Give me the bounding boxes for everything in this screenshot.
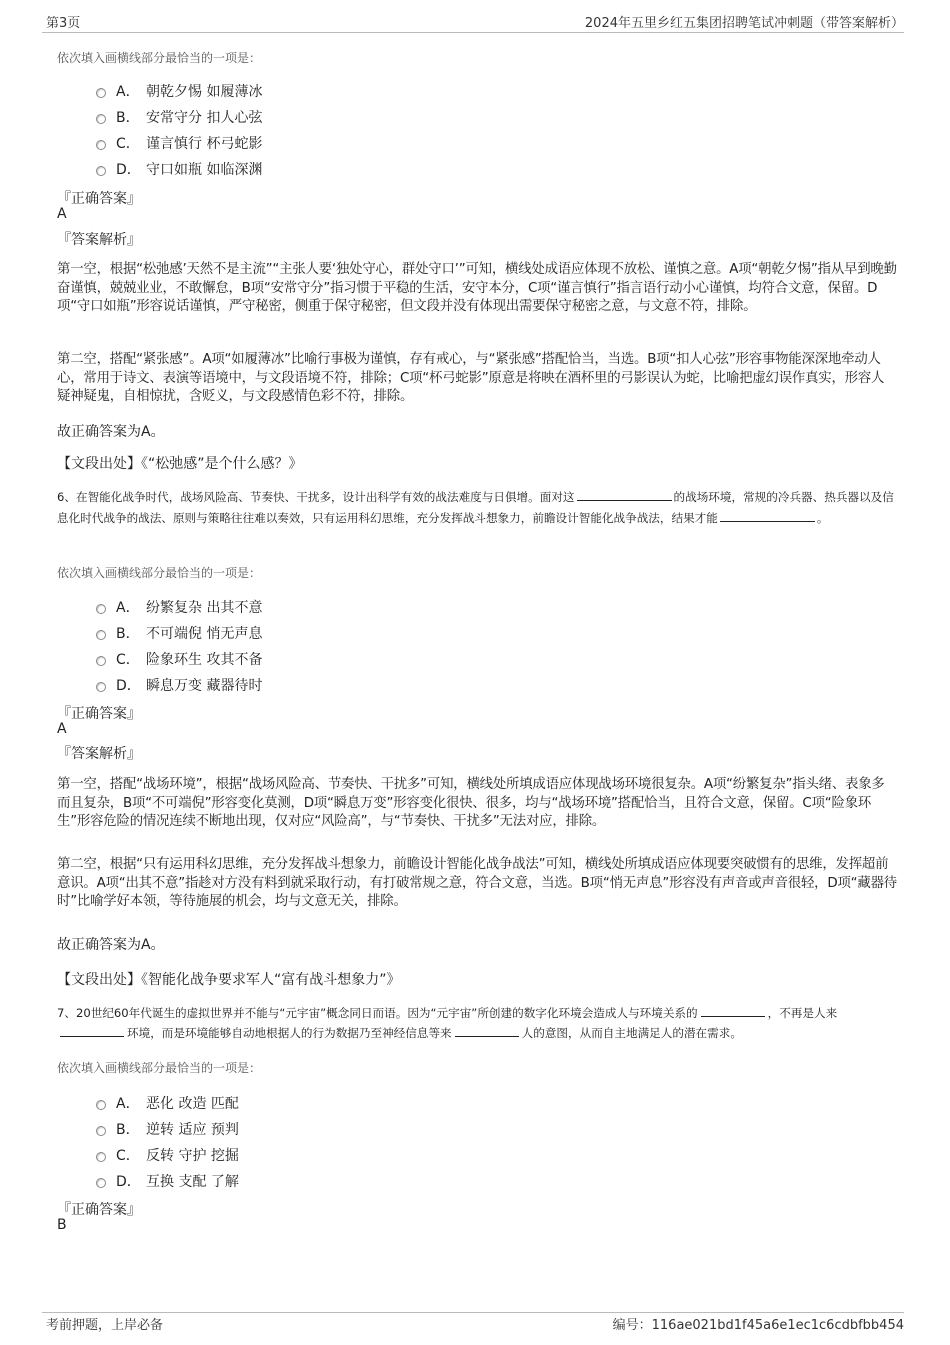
option-text: 瞬息万变 藏器待时 (146, 678, 263, 694)
option-d[interactable] (96, 1171, 239, 1191)
option-d[interactable] (96, 159, 262, 179)
option-d[interactable] (96, 675, 262, 695)
radio-icon[interactable] (96, 604, 106, 614)
option-letter: D． (116, 162, 141, 178)
option-text: 互换 支配 了解 (146, 1174, 239, 1190)
option-letter: D． (116, 1174, 141, 1190)
option-text: 谨言慎行 杯弓蛇影 (146, 136, 263, 152)
question-prompt: 依次填入画横线部分最恰当的一项是： (57, 51, 262, 65)
option-b[interactable] (96, 623, 262, 643)
text: 。 (816, 511, 829, 525)
option-letter: B． (116, 1122, 140, 1138)
option-a[interactable] (96, 81, 262, 101)
question-text (57, 1003, 902, 1043)
answer-blank (577, 488, 672, 501)
question-prompt: 依次填入画横线部分最恰当的一项是： (57, 566, 262, 580)
answer-value: B (57, 1217, 67, 1233)
source: 【文段出处】《“松弛感”是个什么感？》 (57, 456, 303, 472)
radio-icon[interactable] (96, 114, 106, 124)
option-letter: A． (116, 1096, 140, 1112)
option-text: 险象环生 攻其不备 (146, 652, 263, 668)
option-letter: C． (116, 652, 140, 668)
option-c[interactable] (96, 133, 262, 153)
answer-value: A (57, 721, 67, 737)
page-number: 第3页 (46, 16, 81, 31)
text: 环境，而是环境能够自动地根据人的行为数据乃至神经信息等来 (127, 1026, 452, 1040)
analysis-paragraph: 第一空，搭配“战场环境”，根据“战场风险高、节奏快、干扰多”可知，横线处所填成语应体现战场环境很复杂。A项“纷繁复杂”指头绪、表象多而且复杂，B项“不可端倪”形容变化莫测，D项“瞬息万变”形容变化很快、很多，均与“战场环境”搭配恰当，且符合文意，保留。C项“险象环生”形容危险的情况连续不断地出现，仅对应“风险高”，与“节奏快、干扰多”无法对应，排除。 (57, 777, 885, 829)
radio-icon[interactable] (96, 88, 106, 98)
radio-icon[interactable] (96, 682, 106, 692)
option-c[interactable] (96, 1145, 239, 1165)
option-letter: A． (116, 84, 140, 100)
option-letter: A． (116, 600, 140, 616)
radio-icon[interactable] (96, 166, 106, 176)
text: 7、20世纪60年代诞生的虚拟世界并不能与“元宇宙”概念同日而语。因为“元宇宙”所创建的数字化环境会造成人与环境关系的 (57, 1006, 698, 1020)
option-letter: B． (116, 626, 140, 642)
option-text: 恶化 改造 匹配 (146, 1096, 239, 1112)
radio-icon[interactable] (96, 656, 106, 666)
radio-icon[interactable] (96, 1100, 106, 1110)
analysis-paragraph: 第一空，根据“松弛感’天然不是主流”“主张人要‘独处守心，群处守口’”可知，横线处成语应体现不放松、谨慎之意。A项“朝乾夕惕”指从早到晚勤奋谨慎，兢兢业业，不敢懈怠，B项“安常守分”指习惯于平稳的生活，安守本分，C项“谨言慎行”指言语行动小心谨慎，均符合文意，保留。D项“守口如瓶”形容说话谨慎，严守秘密，侧重于保守秘密，但文段并没有体现出需要保守秘密之意，与文意不符，排除。 (57, 262, 897, 314)
answer-label: 『正确答案』 (57, 191, 141, 207)
analysis-paragraph: 第二空，根据“只有运用科幻思维，充分发挥战斗想象力，前瞻设计智能化战争战法”可知，横线处所填成语应体现要突破惯有的思维，发挥超前意识。A项“出其不意”指趁对方没有料到就采取行动，有打破常规之意，符合文意，当选。B项“悄无声息”形容没有声音或声音很轻，D项“藏器待时”比喻学好本领，等待施展的机会，均与文意无关，排除。 (57, 857, 897, 909)
answer-label: 『正确答案』 (57, 1202, 141, 1218)
option-text: 反转 守护 挖掘 (146, 1148, 239, 1164)
code-value: 116ae021bd1f45a6e1ec1c6cdbfbb454 (651, 1318, 904, 1333)
option-b[interactable] (96, 107, 262, 127)
option-text: 纷繁复杂 出其不意 (146, 600, 263, 616)
analysis-paragraph: 第二空，搭配“紧张感”。A项“如履薄冰”比喻行事极为谨慎，存有戒心，与“紧张感”搭配恰当，当选。B项“扣人心弦”形容事物能深深地牵动人心，常用于诗文、表演等语境中，与文段语境不符，排除；C项“杯弓蛇影”原意是将映在酒杯里的弓影误认为蛇，比喻把虚幻误作真实，形容人疑神疑鬼，自相惊扰，含贬义，与文段感情色彩不符，排除。 (57, 352, 885, 404)
radio-icon[interactable] (96, 1178, 106, 1188)
option-a[interactable] (96, 1093, 239, 1113)
analysis-label: 『答案解析』 (57, 232, 141, 248)
document-title: 2024年五里乡红五集团招聘笔试冲刺题（带答案解析） (584, 16, 904, 31)
option-c[interactable] (96, 649, 262, 669)
answer-blank (720, 509, 815, 522)
option-letter: C． (116, 136, 140, 152)
footer-divider (42, 1312, 904, 1313)
option-b[interactable] (96, 1119, 239, 1139)
option-letter: B． (116, 110, 140, 126)
code-label: 编号： (612, 1318, 652, 1333)
question-prompt: 依次填入画横线部分最恰当的一项是： (57, 1061, 262, 1075)
conclusion: 故正确答案为A。 (57, 424, 165, 440)
answer-blank (701, 1004, 765, 1017)
analysis-label: 『答案解析』 (57, 746, 141, 762)
answer-value: A (57, 206, 67, 222)
answer-blank (60, 1024, 124, 1037)
text: 的战场环境，常规的冷兵器、热兵器以及信息化时代战争的战法、原则与策略往往难以奏效，只有运用科幻思维，充分发挥战斗想象力，前瞻设计智能化战争战法，结果才能 (57, 490, 894, 525)
question-text (57, 487, 902, 529)
option-letter: C． (116, 1148, 140, 1164)
footer-slogan: 考前押题，上岸必备 (46, 1318, 164, 1333)
option-text: 朝乾夕惕 如履薄冰 (146, 84, 263, 100)
option-letter: D． (116, 678, 141, 694)
source: 【文段出处】《智能化战争要求军人“富有战斗想象力”》 (57, 972, 401, 988)
answer-label: 『正确答案』 (57, 706, 141, 722)
text: 人的意图，从而自主地满足人的潜在需求。 (521, 1026, 742, 1040)
radio-icon[interactable] (96, 630, 106, 640)
answer-blank (455, 1024, 519, 1037)
text: 6、在智能化战争时代，战场风险高、节奏快、干扰多，设计出科学有效的战法难度与日俱增。面对这 (57, 490, 575, 504)
option-text: 守口如瓶 如临深渊 (146, 162, 263, 178)
option-text: 逆转 适应 预判 (146, 1122, 239, 1138)
text: ，不再是人来 (767, 1006, 838, 1020)
header-divider (42, 32, 904, 33)
option-text: 安常守分 扣人心弦 (146, 110, 263, 126)
option-a[interactable] (96, 597, 262, 617)
radio-icon[interactable] (96, 1152, 106, 1162)
conclusion: 故正确答案为A。 (57, 937, 165, 953)
footer-code (613, 1314, 904, 1333)
option-text: 不可端倪 悄无声息 (146, 626, 263, 642)
radio-icon[interactable] (96, 1126, 106, 1136)
radio-icon[interactable] (96, 140, 106, 150)
